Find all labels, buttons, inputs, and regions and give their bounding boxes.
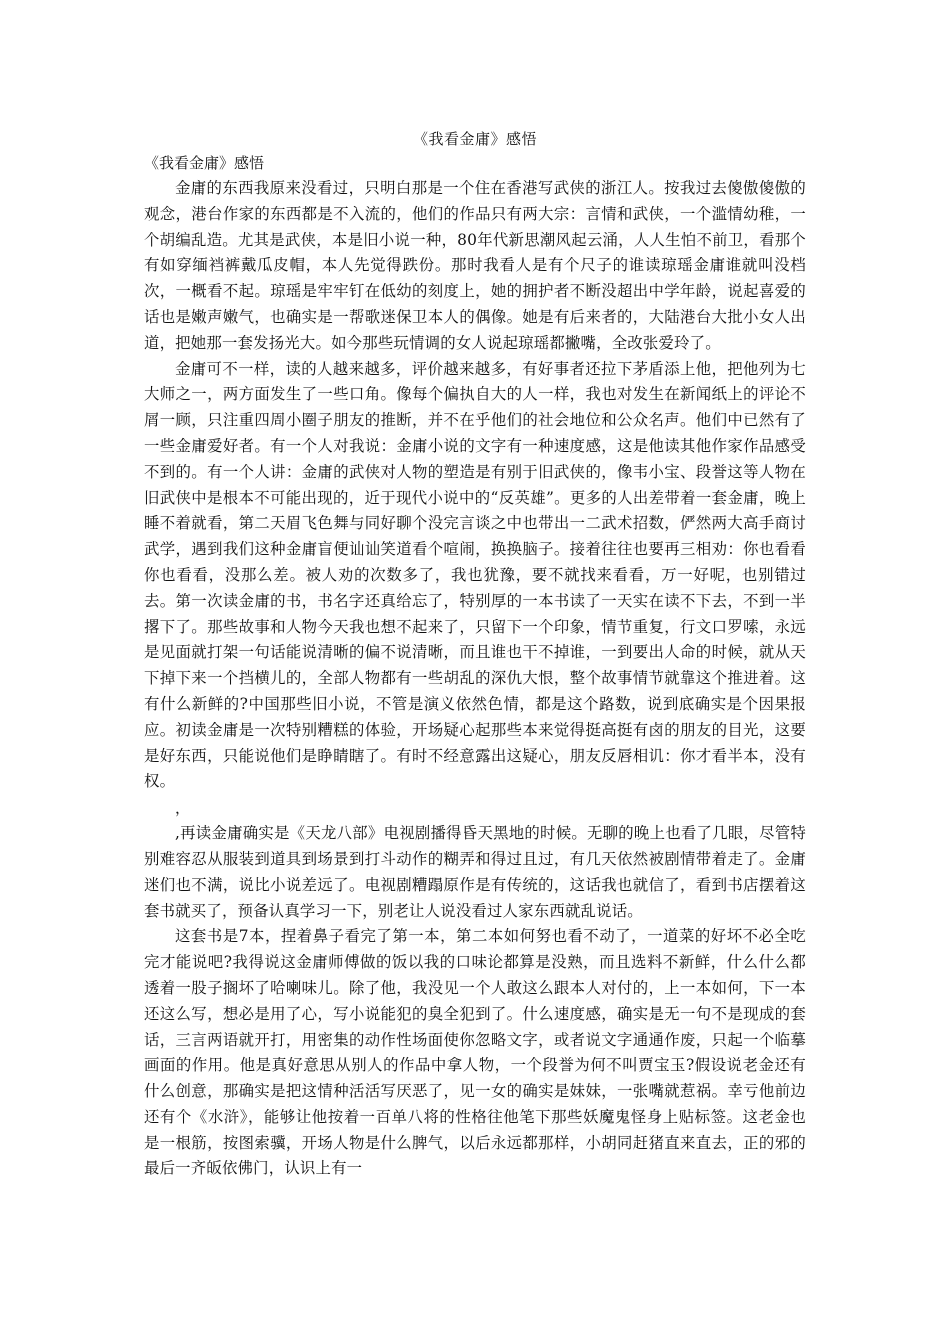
document-title: 《我看金庸》感悟 <box>412 130 537 148</box>
document-body <box>144 150 806 1182</box>
paragraph-4: 这套书是7本，捏着鼻子看完了第一本，第二本如何努也看不动了，一道菜的好坏不必全吃完才能说吧?我得说这金庸师傅做的饭以我的口味论都算是没熟，而且选料不新鲜，什么什么都透着一股子搁坏了哈喇味儿。除了他，我没见一个人敢这么跟本人对付的，上一本如何，下一本还这么写，想必是用了心，写小说能犯的臭全犯到了。什么速度感，确实是无一句不是现成的套话，三言两语就开打，用密集的动作性场面使你忽略文字，或者说文字通通作废，只起一个临摹画面的作用。他是真好意思从别人的作品中拿人物，一个段誉为何不叫贾宝玉?假设说老金还有什么创意，那确实是把这情种活活写厌恶了，见一女的确实是妹妹，一张嘴就惹祸。幸亏他前边还有个《水浒》，能够让他按着一百单八将的性格往他笔下那些妖魔鬼怪身上贴标签。这老金也是一根筋，按图索骥，开场人物是什么脾气，以后永远都那样，小胡同赶猪直来直去，正的邪的最后一齐皈依佛门，认识上有一 <box>144 927 806 1178</box>
document-subtitle: 《我看金庸》感悟 <box>144 154 265 172</box>
stray-comma: ， <box>175 799 191 818</box>
paragraph-1: 金庸的东西我原来没看过，只明白那是一个住在香港写武侠的浙江人。按我过去傻傲傻傲的观念，港台作家的东西都是不入流的，他们的作品只有两大宗：言情和武侠，一个滥情幼稚，一个胡编乱造。尤其是武侠，本是旧小说一种，80年代新思潮风起云涌，人人生怕不前卫，看那个有如穿缅裆裤戴瓜皮帽，本人先觉得跌份。那时我看人是有个尺子的谁读琼瑶金庸谁就叫没档次，一概看不起。琼瑶是牢牢钉在低幼的刻度上，她的拥护者不断没超出中学年龄，说起喜爱的话也是嫩声嫩气，也确实是一帮歌迷保卫本人的偶像。她是有后来者的，大陆港台大批小女人出道，把她那一套发扬光大。如今那些玩情调的女人说起琼瑶都撇嘴，全改张爱玲了。 <box>144 179 806 352</box>
paragraph-2: 金庸可不一样，读的人越来越多，评价越来越多，有好事者还拉下茅盾添上他，把他列为七大师之一，两方面发生了一些口角。像每个偏执自大的人一样，我也对发生在新闻纸上的评论不屑一顾，只注重四周小圈子朋友的推断，并不在乎他们的社会地位和公众名声。他们中已然有了一些金庸爱好者。有一个人对我说：金庸小说的文字有一种速度感，这是他读其他作家作品感受不到的。有一个人讲：金庸的武侠对人物的塑造是有别于旧武侠的，像韦小宝、段誉这等人物在旧武侠中是根本不可能出现的，近于现代小说中的“反英雄”。更多的人出差带着一套金庸，晚上睡不着就看，第二天眉飞色舞与同好聊个没完言谈之中也带出一二武术招数，俨然两大高手商讨武学，遇到我们这种金庸盲便讪讪笑道看个喧闹，换换脑子。接着往往也要再三相劝：你也看看你也看看，没那么差。被人劝的次数多了，我也犹豫，要不就找来看看，万一好呢，也别错过去。第一次读金庸的书，书名字还真给忘了，特别厚的一本书读了一天实在读不下去，不到一半撂下了。那些故事和人物今天我也想不起来了，只留下一个印象，情节重复，行文口罗嗦，永远是见面就打架一句话能说清晰的偏不说清晰，而且谁也干不掉谁，一到要出人命的时候，就从天下掉下来一个挡横儿的，全部人物都有一些胡乱的深仇大恨，整个故事情节就靠这个推进着。这有什么新鲜的?中国那些旧小说，不管是演义依然色情，都是这个路数，说到底确实是个因果报应。初读金庸是一次特别糟糕的体验，开场疑心起那些本来觉得挺高挺有卤的朋友的目光，这要是好东西，只能说他们是睁睛瞎了。有时不经意露出这疑心，朋友反唇相讥：你才看半本，没有权。 <box>144 359 806 791</box>
paragraph-3: ,再读金庸确实是《天龙八部》电视剧播得昏天黑地的时候。无聊的晚上也看了几眼，尽管特别难容忍从服装到道具到场景到打斗动作的糊弄和得过且过，有几天依然被剧情带着走了。金庸迷们也不满，说比小说差远了。电视剧糟蹋原作是有传统的，这话我也就信了，看到书店摆着这套书就买了，预备认真学习一下，别老让人说没看过人家东西就乱说话。 <box>144 824 806 920</box>
